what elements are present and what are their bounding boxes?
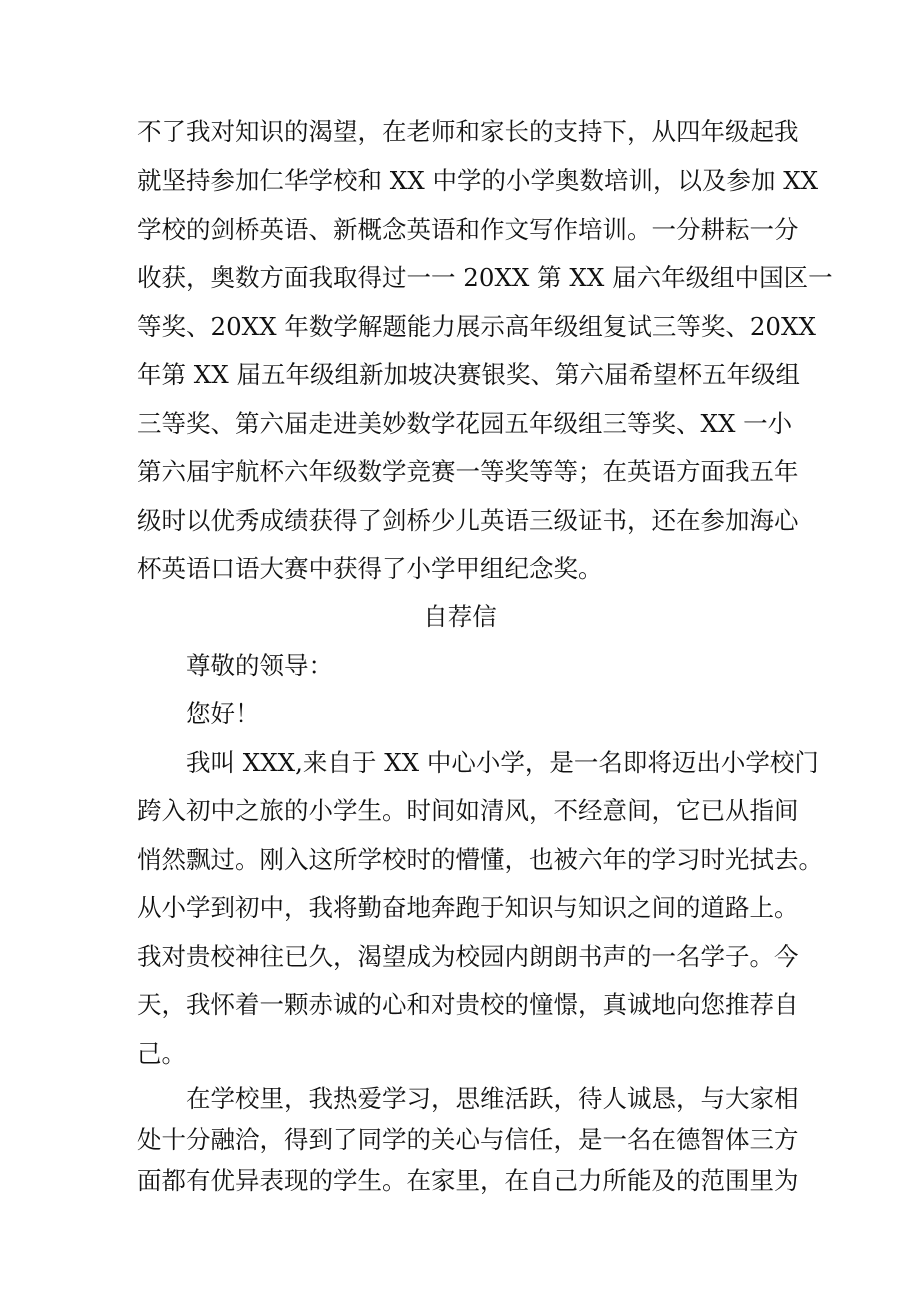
text-line: 从小学到初中，我将勤奋地奔跑于知识与知识之间的道路上。 <box>137 893 799 922</box>
text-line: 我叫 XXX,来自于 XX 中心小学，是一名即将迈出小学校门 <box>186 748 819 777</box>
text-line: 面都有优异表现的学生。在家里，在自己力所能及的范围里为 <box>137 1166 799 1195</box>
text-line: 学校的剑桥英语、新概念英语和作文写作培训。一分耕耘一分 <box>137 215 799 244</box>
text-line: 跨入初中之旅的小学生。时间如清风，不经意间，它已从指间 <box>137 796 799 825</box>
text-line: 不了我对知识的渴望，在老师和家长的支持下，从四年级起我 <box>137 117 799 146</box>
letter-greeting: 您好！ <box>186 699 260 728</box>
letter-salutation: 尊敬的领导： <box>186 651 333 680</box>
text-line: 收获，奥数方面我取得过一一 20XX 第 XX 届六年级组中国区一 <box>137 263 833 292</box>
text-line: 己。 <box>137 1039 186 1068</box>
text-line: 等奖、20XX 年数学解题能力展示高年级组复试三等奖、20XX <box>137 312 816 341</box>
text-line: 在学校里，我热爱学习，思维活跃，待人诚恳，与大家相 <box>186 1084 799 1113</box>
text-line: 三等奖、第六届走进美妙数学花园五年级组三等奖、XX 一小 <box>137 409 793 438</box>
text-line: 杯英语口语大赛中获得了小学甲组纪念奖。 <box>137 554 603 583</box>
text-line: 处十分融洽，得到了同学的关心与信任，是一名在德智体三方 <box>137 1125 799 1154</box>
text-line: 第六届宇航杯六年级数学竞赛一等奖等等；在英语方面我五年 <box>137 457 799 486</box>
text-line: 年第 XX 届五年级组新加坡决赛银奖、第六届希望杯五年级组 <box>137 360 800 389</box>
text-line: 天，我怀着一颗赤诚的心和对贵校的憧憬，真诚地向您推荐自 <box>137 990 799 1019</box>
letter-title: 自荐信 <box>423 602 497 631</box>
text-line: 级时以优秀成绩获得了剑桥少儿英语三级证书，还在参加海心 <box>137 506 799 535</box>
text-line: 悄然飘过。刚入这所学校时的懵懂，也被六年的学习时光拭去。 <box>137 845 823 874</box>
text-line: 就坚持参加仁华学校和 XX 中学的小学奥数培训，以及参加 XX <box>137 166 819 195</box>
text-line: 我对贵校神往已久，渴望成为校园内朗朗书声的一名学子。今 <box>137 942 799 971</box>
